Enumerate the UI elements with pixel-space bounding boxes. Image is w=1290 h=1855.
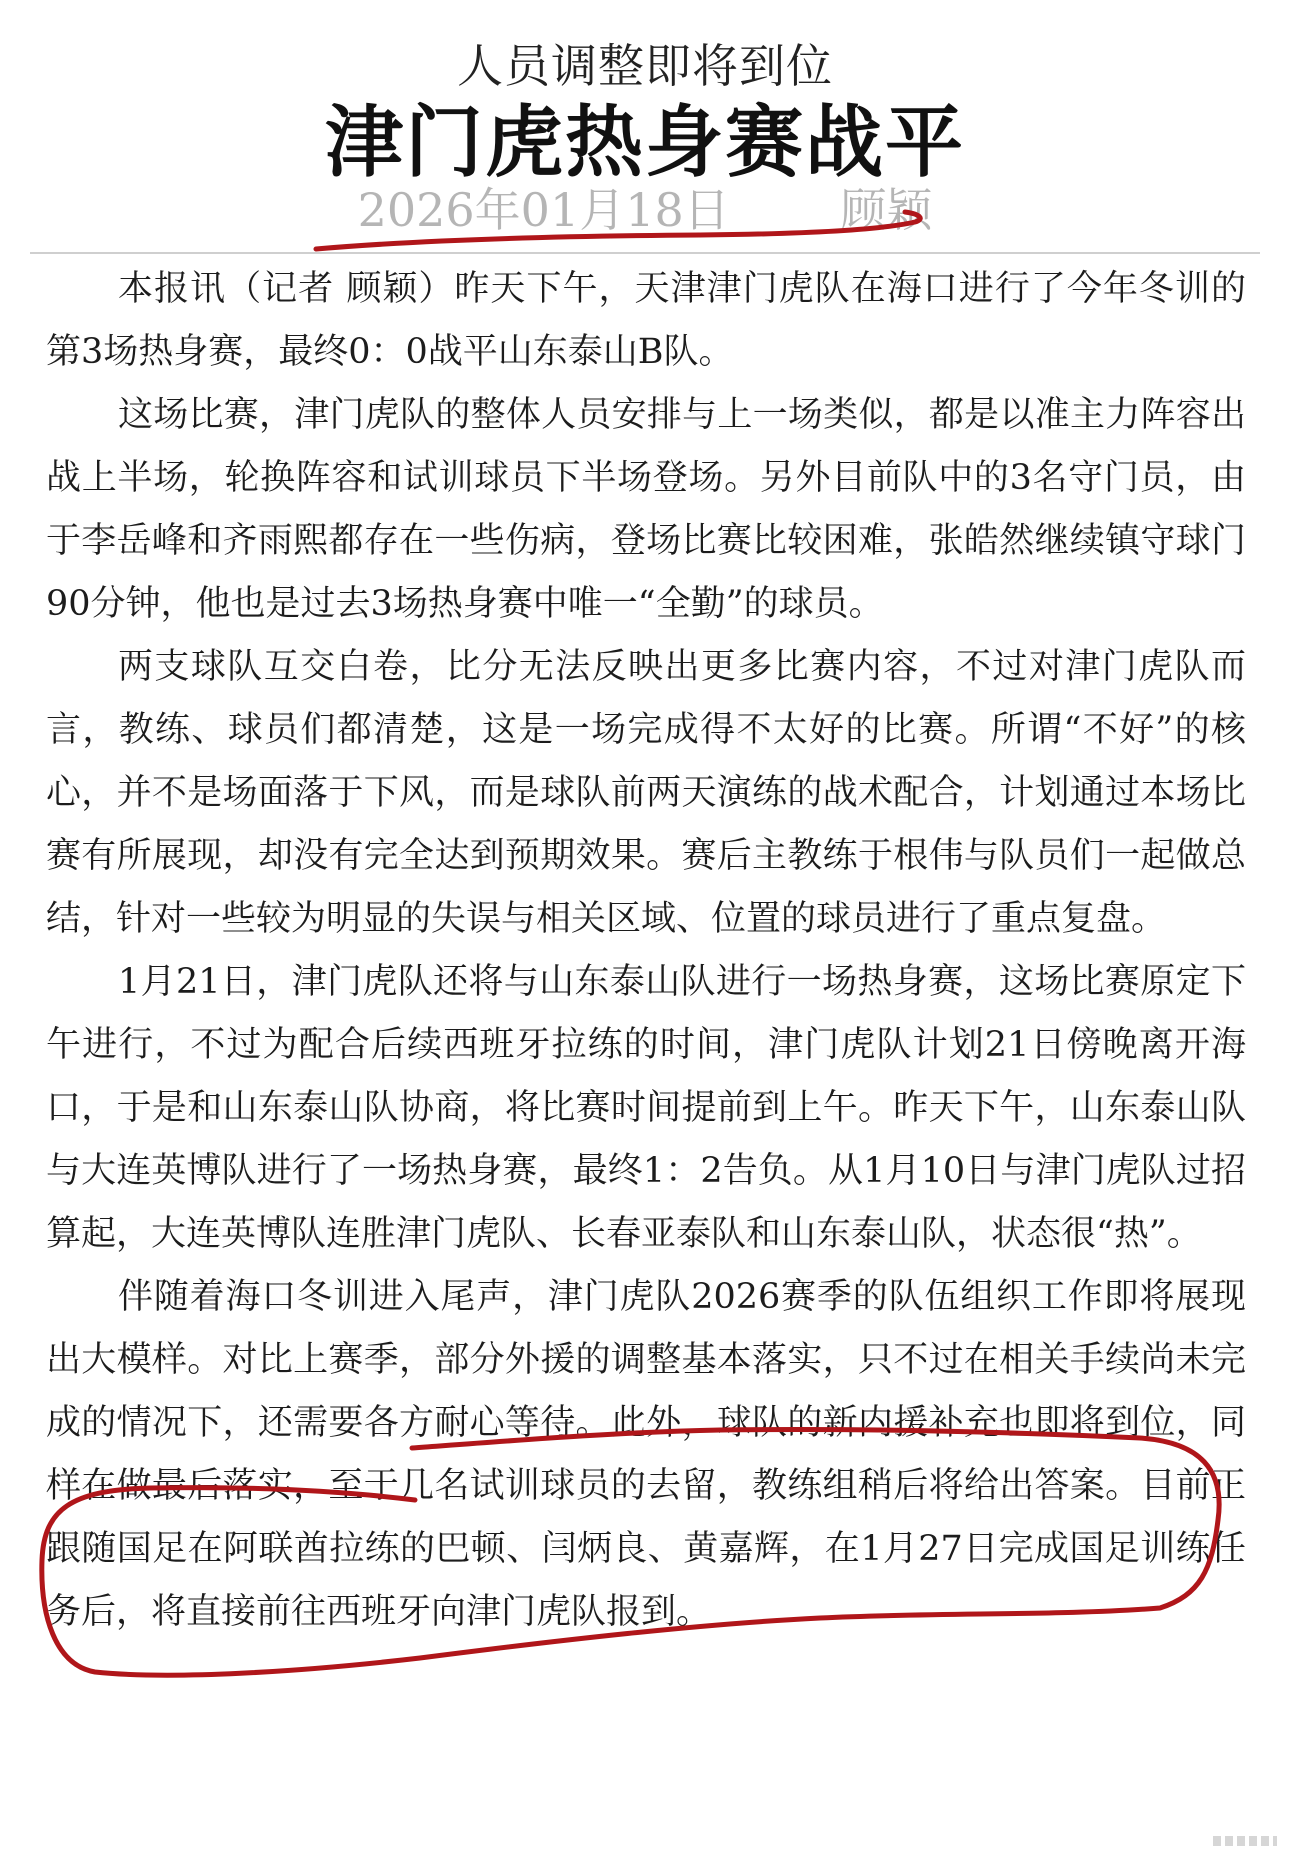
article-byline — [0, 180, 1290, 240]
article-subtitle: 人员调整即将到位 — [457, 39, 833, 93]
paragraph-5: 伴随着海口冬训进入尾声，津门虎队2026赛季的队伍组织工作即将展现出大模样。对比上赛季，部分外援的调整基本落实，只不过在相关手续尚未完成的情况下，还需要各方耐心等待。此外，球队的新内援补充也即将到位，同样在做最后落实，至于几名试训球员的去留，教练组稍后将给出答案。目前正跟随国足在阿联酋拉练的巴顿、闫炳良、黄嘉辉，在1月27日完成国足训练任务后，将直接前往西班牙向津门虎队报到。 — [46, 1277, 1246, 1632]
paragraph-1: 本报讯（记者 顾颖）昨天下午，天津津门虎队在海口进行了今年冬训的第3场热身赛，最终0：0战平山东泰山B队。 — [46, 269, 1246, 372]
article-title: 津门虎热身赛战平 — [324, 98, 965, 188]
paragraph-4: 1月21日，津门虎队还将与山东泰山队进行一场热身赛，这场比赛原定下午进行，不过为配合后续西班牙拉练的时间，津门虎队计划21日傍晚离开海口，于是和山东泰山队协商，将比赛时间提前到上午。昨天下午，山东泰山队与大连英博队进行了一场热身赛，最终1：2告负。从1月10日与津门虎队过招算起，大连英博队连胜津门虎队、长春亚泰队和山东泰山队，状态很“热”。 — [46, 962, 1246, 1254]
article-author: 顾颖 — [840, 183, 933, 237]
article-date: 2026年01月18日 — [357, 183, 730, 237]
article-body — [46, 258, 1246, 1644]
header-divider — [30, 252, 1260, 254]
paragraph-2: 这场比赛，津门虎队的整体人员安排与上一场类似，都是以准主力阵容出战上半场，轮换阵容和试训球员下半场登场。另外目前队中的3名守门员，由于李岳峰和齐雨熙都存在一些伤病，登场比赛比较困难，张皓然继续镇守球门90分钟，他也是过去3场热身赛中唯一“全勤”的球员。 — [46, 395, 1246, 624]
paragraph-3: 两支球队互交白卷，比分无法反映出更多比赛内容，不过对津门虎队而言，教练、球员们都清楚，这是一场完成得不太好的比赛。所谓“不好”的核心，并不是场面落于下风，而是球队前两天演练的战术配合，计划通过本场比赛有所展现，却没有完全达到预期效果。赛后主教练于根伟与队员们一起做总结，针对一些较为明显的失误与相关区域、位置的球员进行了重点复盘。 — [46, 647, 1246, 939]
scroll-indicator — [1213, 1836, 1277, 1846]
